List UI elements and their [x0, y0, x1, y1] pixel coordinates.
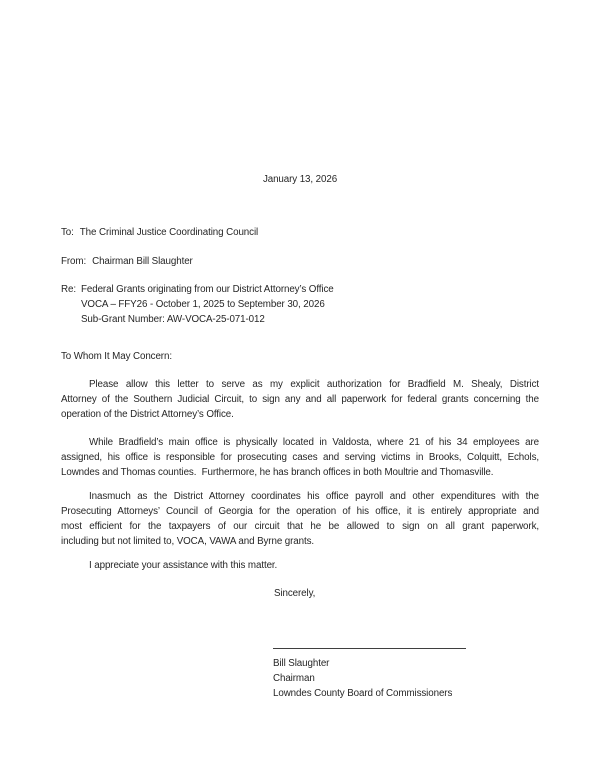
body-paragraph-2 [61, 435, 539, 480]
from-value: Chairman Bill Slaughter [92, 256, 193, 267]
re-subgrant-number: Sub-Grant Number: AW-VOCA-25-071-012 [81, 314, 265, 325]
signature-name: Bill Slaughter [273, 658, 330, 669]
re-block [61, 282, 539, 327]
re-label: Re: [61, 284, 76, 295]
signature-title: Chairman [273, 673, 315, 684]
salutation: To Whom It May Concern: [61, 351, 172, 362]
body-line: Attorney of the Southern Judicial Circuit, to sign any and all paperwork for federal grants concerning the [61, 394, 539, 405]
body-line: operation of the District Attorney’s Office. [61, 409, 234, 420]
re-grant-period: VOCA – FFY26 - October 1, 2025 to September 30, 2026 [81, 299, 325, 310]
re-lines [81, 282, 539, 327]
re-subject: Federal Grants originating from our District Attorney’s Office [81, 284, 334, 295]
signature-block [273, 656, 452, 701]
letter-date: January 13, 2026 [262, 174, 338, 185]
body-line: I appreciate your assistance with this matter. [89, 560, 278, 571]
signature-organization: Lowndes County Board of Commissioners [273, 688, 453, 699]
to-label: To: [61, 227, 74, 238]
body-line: Lowndes and Thomas counties. Furthermore, he has branch offices in both Moultrie and Thomasville. [61, 467, 494, 478]
body-line: most efficient for the taxpayers of our circuit that he be allowed to sign on all grant paperwork, [61, 521, 539, 532]
body-line: assigned, his office is responsible for prosecuting cases and serving victims in Brooks, Colquitt, Echols, [61, 452, 539, 463]
body-paragraph-4 [61, 558, 539, 573]
signature-line [273, 641, 466, 649]
to-line [61, 225, 539, 240]
to-value: The Criminal Justice Coordinating Council [79, 227, 259, 238]
body-line: including but not limited to, VOCA, VAWA and Byrne grants. [61, 536, 315, 547]
from-label: From: [61, 256, 87, 267]
body-paragraph-3 [61, 489, 539, 549]
body-line: Inasmuch as the District Attorney coordinates his office payroll and other expenditures with the [89, 491, 539, 502]
body-line: Prosecuting Attorneys’ Council of Georgia for the operation of his office, it is entirely appropriate and [61, 506, 539, 517]
body-line: While Bradfield’s main office is physically located in Valdosta, where 21 of his 34 employees are [89, 437, 539, 448]
body-paragraph-1 [61, 377, 539, 422]
body-line: Please allow this letter to serve as my explicit authorization for Bradfield M. Shealy, District [89, 379, 539, 390]
closing: Sincerely, [274, 588, 316, 599]
from-line [61, 254, 539, 269]
